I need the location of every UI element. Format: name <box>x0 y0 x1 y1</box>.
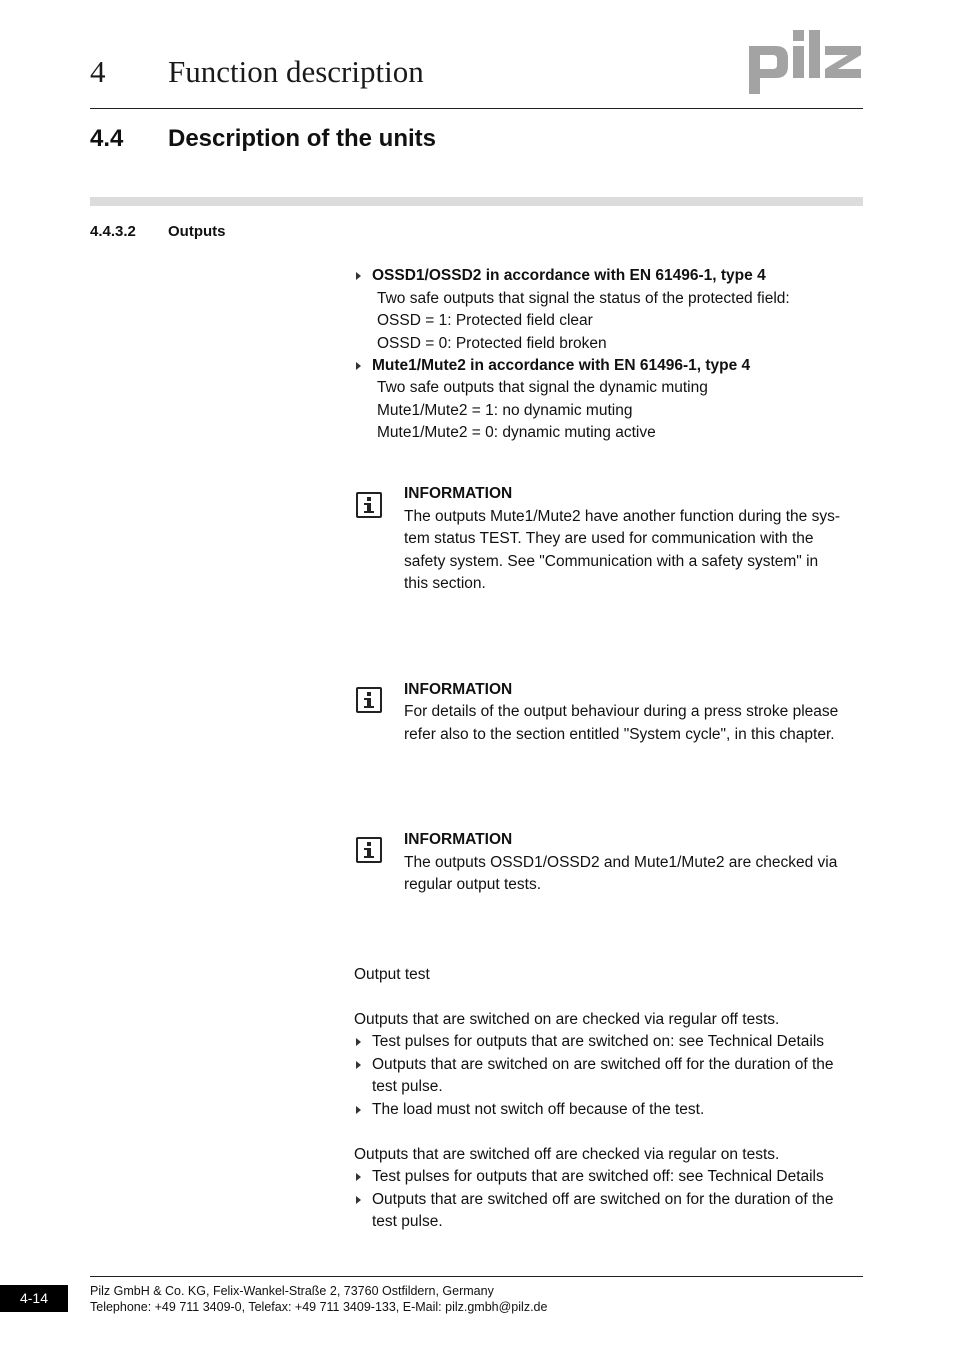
off-test-bullet: Test pulses for outputs that are switched off: see Technical Details <box>372 1168 824 1185</box>
info-line: safety system. See "Communication with a safety system" in <box>404 553 819 570</box>
mute-line: Mute1/Mute2 = 0: dynamic muting active <box>377 424 656 441</box>
bullet-arrow-icon <box>356 1196 361 1204</box>
info-line: regular output tests. <box>404 876 541 893</box>
on-test-bullet-cont: test pulse. <box>372 1078 443 1095</box>
info-line: this section. <box>404 575 486 592</box>
off-test-bullet-cont: test pulse. <box>372 1213 443 1230</box>
footer-contact: Telephone: +49 711 3409-0, Telefax: +49 711 3409-133, E-Mail: pilz.gmbh@pilz.de <box>90 1300 548 1314</box>
subsection-title: Outputs <box>168 223 226 240</box>
page-number: 4-14 <box>0 1285 68 1312</box>
on-test-intro: Outputs that are switched on are checked via regular off tests. <box>354 1011 780 1028</box>
mute-line: Two safe outputs that signal the dynamic muting <box>377 379 708 396</box>
chapter-number: 4 <box>90 54 106 89</box>
off-test-intro: Outputs that are switched off are checked via regular on tests. <box>354 1146 780 1163</box>
on-test-bullet: The load must not switch off because of the test. <box>372 1101 705 1118</box>
section-divider <box>90 197 863 206</box>
pilz-logo <box>746 26 866 96</box>
mute-heading: Mute1/Mute2 in accordance with EN 61496-1, type 4 <box>372 357 751 374</box>
info-line: The outputs OSSD1/OSSD2 and Mute1/Mute2 are checked via <box>404 854 838 871</box>
info-title: INFORMATION <box>404 485 513 502</box>
off-test-bullet: Outputs that are switched off are switched on for the duration of the <box>372 1191 834 1208</box>
info-line: refer also to the section entitled "System cycle", in this chapter. <box>404 726 835 743</box>
info-icon <box>356 492 382 518</box>
ossd-line: OSSD = 1: Protected field clear <box>377 312 593 329</box>
subsection-number: 4.4.3.2 <box>90 223 136 240</box>
ossd-line: Two safe outputs that signal the status of the protected field: <box>377 290 790 307</box>
footer-address: Pilz GmbH & Co. KG, Felix-Wankel-Straße 2, 73760 Ostfildern, Germany <box>90 1284 494 1298</box>
info-title: INFORMATION <box>404 831 513 848</box>
info-icon <box>356 687 382 713</box>
info-line: The outputs Mute1/Mute2 have another function during the sys- <box>404 508 840 525</box>
mute-line: Mute1/Mute2 = 1: no dynamic muting <box>377 402 633 419</box>
output-test-heading: Output test <box>354 966 430 983</box>
chapter-title: Function description <box>168 54 424 89</box>
info-line: tem status TEST. They are used for communication with the <box>404 530 814 547</box>
on-test-bullet: Outputs that are switched on are switched off for the duration of the <box>372 1056 834 1073</box>
ossd-line: OSSD = 0: Protected field broken <box>377 335 607 352</box>
info-title: INFORMATION <box>404 681 513 698</box>
on-test-bullet: Test pulses for outputs that are switched on: see Technical Details <box>372 1033 825 1050</box>
info-line: For details of the output behaviour during a press stroke please <box>404 703 839 720</box>
bullet-arrow-icon <box>356 1038 361 1046</box>
footer-rule <box>90 1276 863 1277</box>
ossd-heading: OSSD1/OSSD2 in accordance with EN 61496-1, type 4 <box>372 267 766 284</box>
bullet-arrow-icon <box>356 362 361 370</box>
info-icon <box>356 837 382 863</box>
bullet-arrow-icon <box>356 272 361 280</box>
bullet-arrow-icon <box>356 1173 361 1181</box>
section-number: 4.4 <box>90 125 124 152</box>
section-title: Description of the units <box>168 125 437 152</box>
bullet-arrow-icon <box>356 1106 361 1114</box>
header-rule <box>90 108 863 109</box>
bullet-arrow-icon <box>356 1061 361 1069</box>
